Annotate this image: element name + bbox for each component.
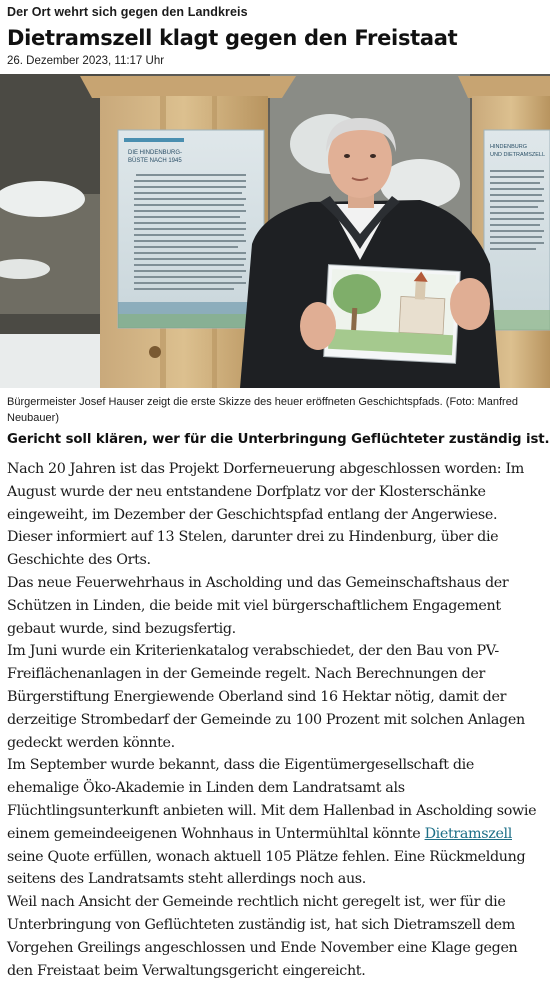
article-title: Dietramszell klagt gegen den Freistaat: [7, 26, 458, 50]
article-date: 26. Dezember 2023, 11:17 Uhr: [7, 55, 165, 67]
photo-caption: Bürgermeister Josef Hauser zeigt die erste Skizze des heuer eröffneten Geschichtspfads. (Foto: Manfred Neubauer): [7, 396, 518, 424]
paragraph-text-after-link: seine Quote erfüllen, wonach aktuell 105 Plätze fehlen. Eine Rückmeldung seitens des Landratsamts steht allerdings noch aus.: [7, 848, 526, 888]
article-teaser: Gericht soll klären, wer für die Unterbringung Geflüchteter zuständig ist.: [7, 432, 550, 447]
body-paragraph: Das neue Feuerwehrhaus in Ascholding und das Gemeinschaftshaus der Schützen in Linden, die beide mit viel bürgerschaftlichem Engagement gebaut wurde, sind bezugsfertig.: [7, 574, 509, 637]
body-paragraph: [7, 754, 544, 891]
article-body: [7, 458, 544, 982]
photo-illustration: [0, 74, 550, 388]
paragraph-text-before-link: Im September wurde bekannt, dass die Eigentümergesellschaft die ehemalige Öko-Akademie in Linden dem Landratsamt als Flüchtlingsunterkunft anbieten will. Mit dem Hallenbad in Ascholding sowie einem gemeindeeigenen Wohnhaus in Untermühltal könnte: [7, 757, 537, 842]
article-kicker: Der Ort wehrt sich gegen den Landkreis: [7, 5, 248, 19]
body-paragraph: Im Juni wurde ein Kriterienkatalog verabschiedet, der den Bau von PV-Freiflächenanlagen in der Gemeinde regelt. Nach Berechnungen der Bürgerstiftung Energiewende Oberland sind 16 Hektar nötig, damit der derzeitige Strombedarf der Gemeinde zu 100 Prozent mit solchen Anlagen gedeckt werden könnte.: [7, 643, 525, 751]
svg-text:HINDENBURG: HINDENBURG: [490, 144, 527, 150]
body-paragraph: Nach 20 Jahren ist das Projekt Dorferneuerung abgeschlossen worden: Im August wurde der neu entstandene Dorfplatz vor der Klosterschänke eingeweiht, im Dezember der Geschichtspfad entlang der Angerwiese. Dieser informiert auf 13 Stelen, darunter drei zu Hindenburg, über die Geschichte des Orts.: [7, 461, 524, 569]
article-photo[interactable]: [0, 74, 550, 388]
svg-text:BÜSTE NACH 1945: BÜSTE NACH 1945: [128, 158, 182, 164]
body-paragraph: Weil nach Ansicht der Gemeinde rechtlich nicht geregelt ist, wer für die Unterbringung von Geflüchteten zuständig ist, hat sich Dietramszell dem Vorgehen Greilings angeschlossen und Ende November eine Klage gegen den Freistaat beim Verwaltungsgericht eingereicht.: [7, 894, 518, 979]
svg-text:UND DIETRAMSZELL: UND DIETRAMSZELL: [490, 152, 546, 158]
dietramszell-link[interactable]: Dietramszell: [424, 825, 512, 842]
svg-text:DIE HINDENBURG-: DIE HINDENBURG-: [128, 150, 183, 156]
